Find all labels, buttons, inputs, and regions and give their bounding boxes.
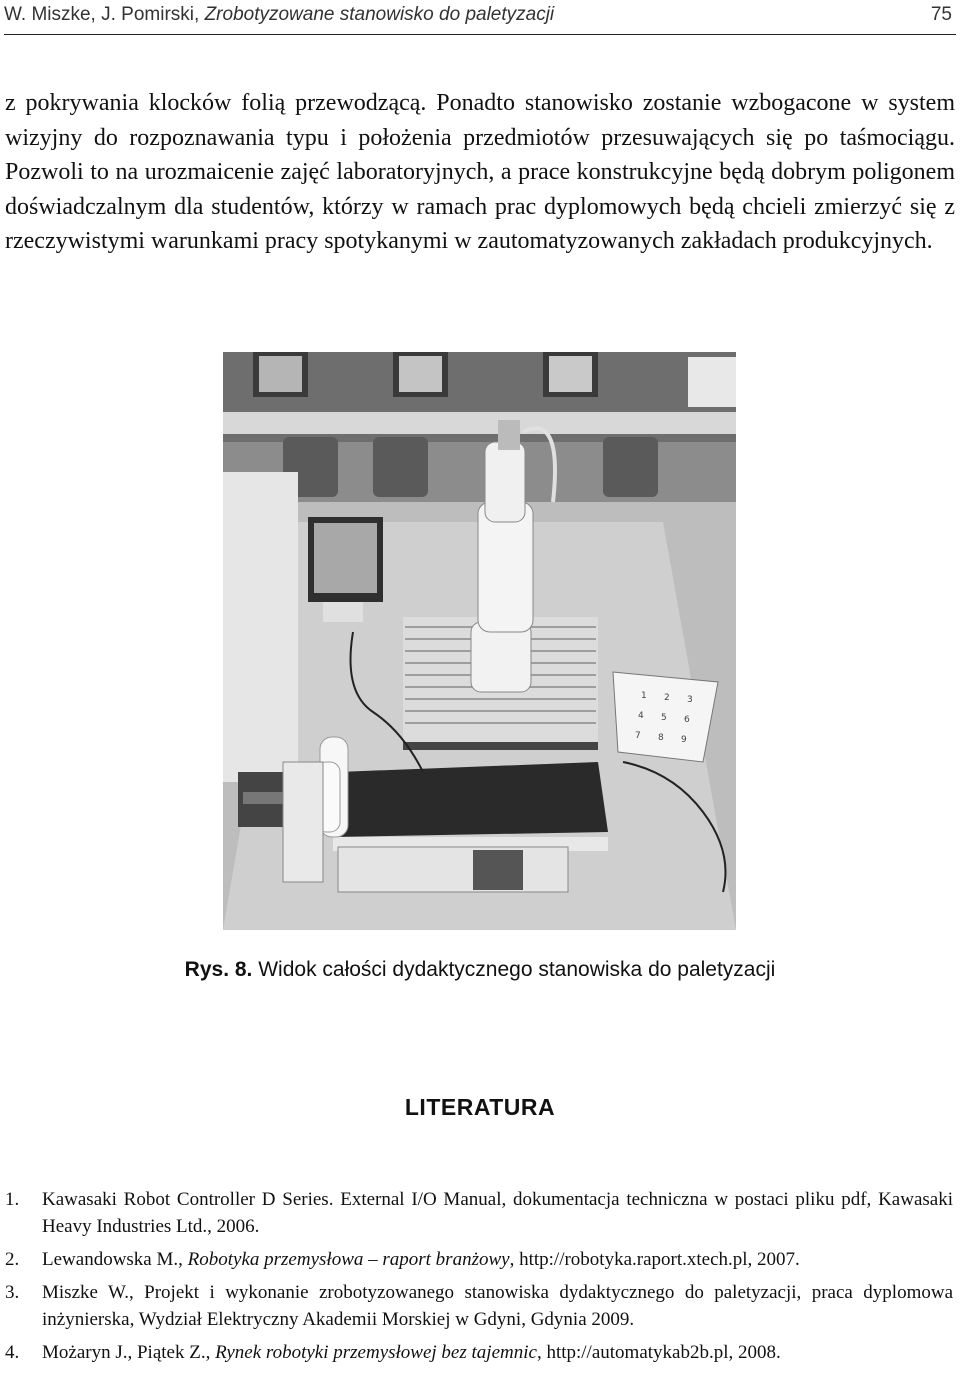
grid-digit: 4: [638, 711, 644, 721]
grid-digit: 2: [664, 693, 670, 703]
page-number: 75: [930, 4, 952, 25]
header-citation: [4, 4, 554, 26]
grid-digit: 5: [661, 713, 667, 723]
figure-label: Rys. 8.: [184, 958, 253, 981]
reference-item: [5, 1186, 953, 1240]
reference-title: Robotyka przemysłowa – raport branżowy: [187, 1249, 510, 1270]
reference-text: Projekt i wykonanie zrobotyzowanego stanowiska dydaktycznego do paletyzacji, praca dyplomowa inżynierska, Wydział Elektryczny Akademii Morskiej w Gdyni, Gdynia 2009.: [42, 1282, 953, 1330]
grid-digit: 1: [641, 691, 647, 701]
reference-number: 3.: [5, 1282, 20, 1303]
reference-text: Lewandowska M.,: [42, 1249, 188, 1270]
body-paragraph: z pokrywania klocków folią przewodzącą. Ponadto stanowisko zostanie wzbogacone w system wizyjny do rozpoznawania typu i położenia przedmiotów przesuwających się po taśmociągu. Pozwoli to na urozmaicenie zajęć laboratoryjnych, a prace konstrukcyjne będą dobrym poligonem doświadczalnym dla studentów, którzy w ramach prac dyplomowych będą chcieli zmierzyć się z rzeczywistymi warunkami pracy spotykanymi w zautomatyzowanych zakładach produkcyjnych.: [5, 90, 955, 254]
reference-text: Miszke W.,: [42, 1282, 145, 1303]
figure-photo: [223, 352, 736, 930]
grid-digit: 3: [687, 695, 693, 705]
header-authors: W. Miszke, J. Pomirski,: [4, 4, 205, 25]
reference-item: [5, 1339, 953, 1366]
reference-text: , http://automatykab2b.pl, 2008.: [536, 1342, 781, 1363]
reference-text: Możaryn J., Piątek Z.,: [42, 1342, 216, 1363]
figure-caption-text: Widok całości dydaktycznego stanowiska do paletyzacji: [252, 958, 776, 981]
grid-digit: 7: [635, 731, 641, 741]
grid-digit: 9: [681, 735, 687, 745]
running-header: [4, 0, 956, 35]
reference-title: Rynek robotyki przemysłowej bez tajemnic: [215, 1342, 537, 1363]
reference-item: [5, 1279, 953, 1333]
reference-text: Kawasaki Robot Controller D Series. External I/O Manual, dokumentacja techniczna w postaci pliku pdf, Kawasaki Heavy Industries Ltd., 2006.: [42, 1189, 953, 1237]
grid-digit: 8: [658, 733, 664, 743]
grid-digit: 6: [684, 715, 690, 725]
reference-item: [5, 1246, 953, 1273]
literature-heading: LITERATURA: [404, 1094, 556, 1120]
header-title: Zrobotyzowane stanowisko do paletyzacji: [204, 4, 555, 25]
reference-number: 2.: [5, 1249, 20, 1270]
reference-number: 4.: [5, 1342, 20, 1363]
robot-station-photo: [223, 352, 736, 930]
reference-number: 1.: [5, 1189, 20, 1210]
figure-caption: [0, 958, 960, 982]
reference-list: [5, 1186, 953, 1372]
reference-text: , http://robotyka.raport.xtech.pl, 2007.: [509, 1249, 800, 1270]
